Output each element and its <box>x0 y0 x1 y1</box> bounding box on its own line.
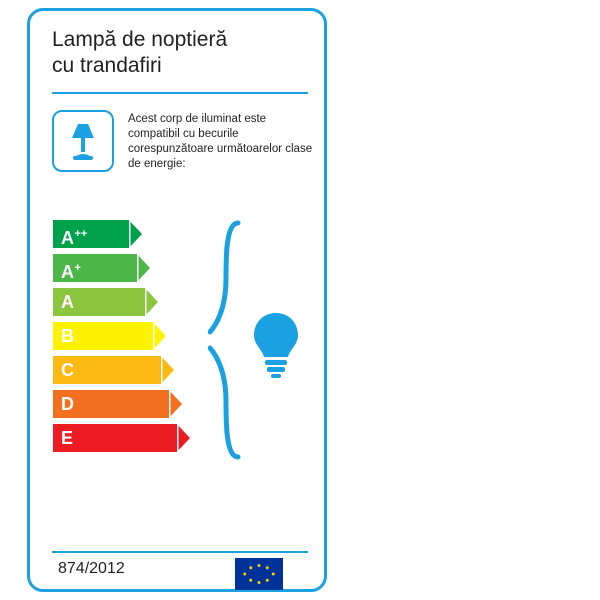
footer-divider <box>52 551 308 553</box>
title-line-1: Lampă de noptieră <box>52 28 228 51</box>
energy-class-row <box>52 389 202 419</box>
energy-class-label: A <box>61 292 75 312</box>
eu-flag-icon <box>235 558 283 590</box>
class-range-bracket-area <box>208 217 318 463</box>
light-bulb-icon <box>254 313 298 378</box>
regulation-number: 874/2012 <box>58 560 125 577</box>
range-bracket-icon <box>210 223 238 457</box>
energy-class-row <box>52 287 202 317</box>
compatibility-info-text: Acest corp de iluminat este compatibil cu becurile corespunzătoare următoarelor clase de energie: <box>128 113 313 170</box>
energy-class-label: D <box>61 394 75 414</box>
title-line-2: cu trandafiri <box>52 54 162 77</box>
energy-class-label: A+ <box>61 262 81 282</box>
title-divider <box>52 92 308 94</box>
energy-class-label: B <box>61 326 75 346</box>
energy-class-scale <box>52 219 202 457</box>
energy-class-label: C <box>61 360 75 380</box>
energy-class-row <box>52 423 202 453</box>
compatibility-info-row <box>52 110 312 188</box>
energy-class-row <box>52 321 202 351</box>
table-lamp-icon <box>54 157 112 174</box>
lamp-icon-box <box>52 110 114 172</box>
energy-class-row <box>52 219 202 249</box>
energy-class-row <box>52 355 202 385</box>
energy-class-label: A++ <box>61 228 88 248</box>
energy-class-label: E <box>61 428 74 448</box>
page-title <box>52 27 308 79</box>
energy-label-card <box>27 8 327 592</box>
energy-class-row <box>52 253 202 283</box>
